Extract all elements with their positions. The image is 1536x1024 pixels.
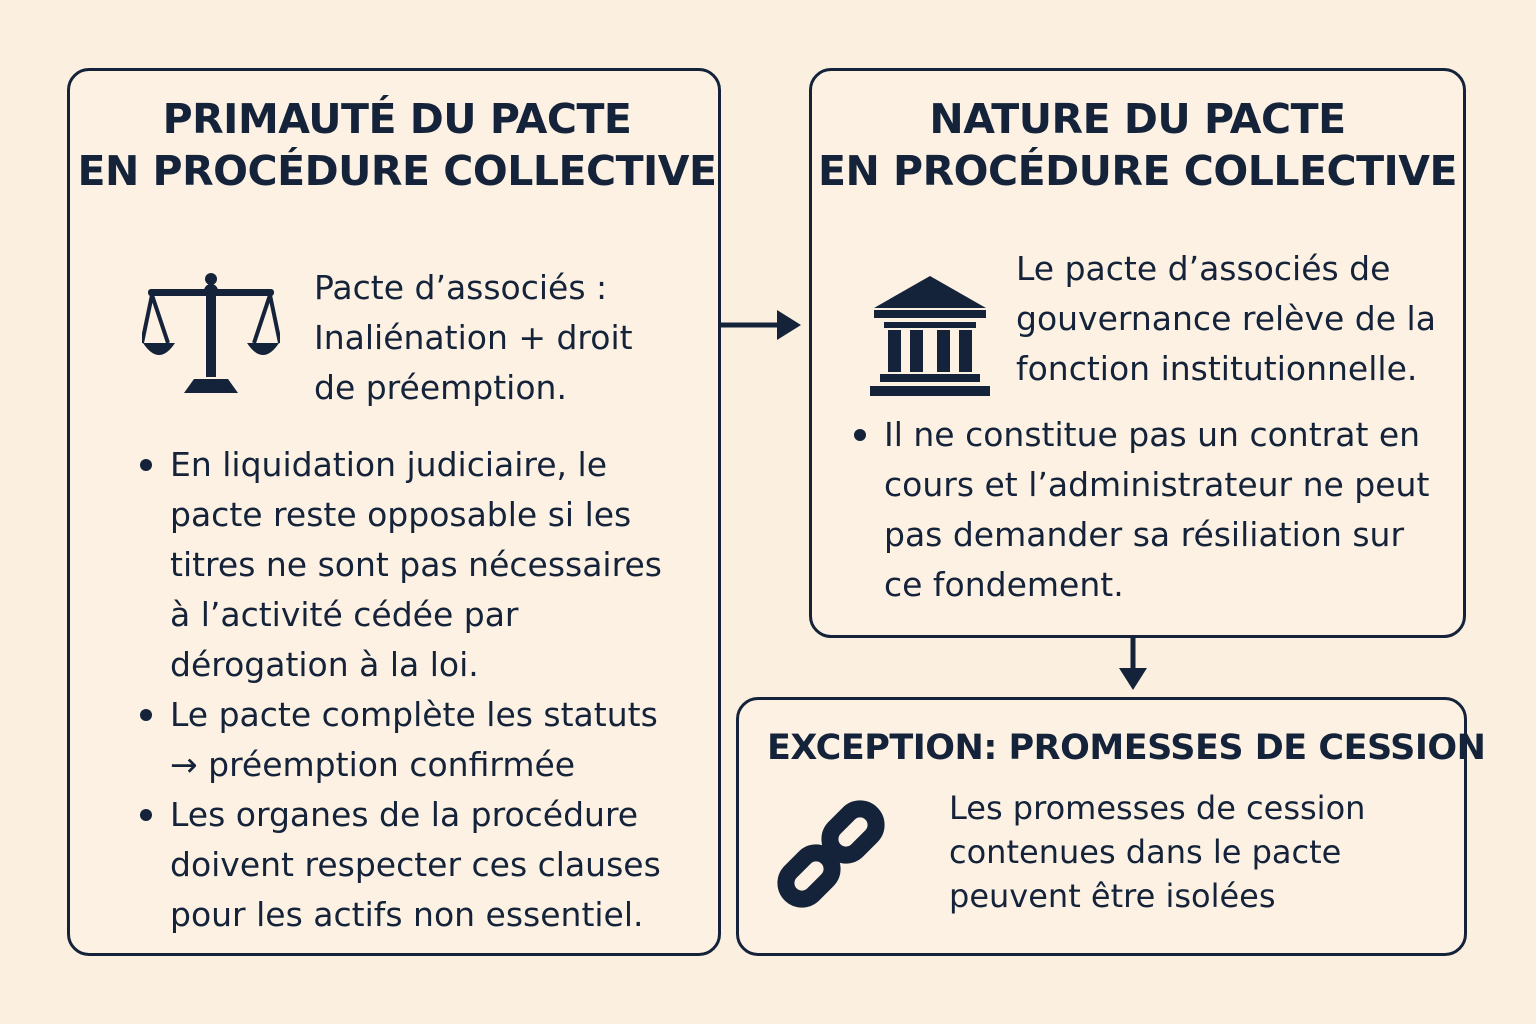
intro-line: Le pacte d’associés de (1016, 249, 1391, 288)
panel-nature-bullets (852, 410, 1429, 610)
intro-line: Pacte d’associés : (314, 268, 608, 307)
bullet-line: Les organes de la procédure (170, 795, 639, 834)
panel-exception-text (949, 786, 1365, 918)
bullet-line: cours et l’administrateur ne peut (884, 465, 1430, 504)
title-line: EN PROCÉDURE COLLECTIVE (77, 147, 717, 195)
panel-nature-title (812, 93, 1463, 197)
panel-exception (736, 697, 1486, 956)
exception-line: contenues dans le pacte (949, 833, 1342, 871)
panel-nature-intro (1016, 244, 1436, 394)
bullet-item (138, 440, 662, 690)
bullet-item (138, 790, 662, 940)
bullet-line: dérogation à la loi. (170, 645, 479, 684)
intro-line: Inaliénation + droit (314, 318, 633, 357)
bullet-line: → préemption confirmée (170, 745, 576, 784)
intro-line: gouvernance relève de la (1016, 299, 1436, 338)
bullet-line: pour les actifs non essentiel. (170, 895, 644, 934)
scales-of-justice-icon (142, 271, 280, 399)
panel-primaute-title (70, 93, 724, 197)
bullet-line: à l’activité cédée par (170, 595, 519, 634)
institution-building-icon (870, 276, 990, 398)
bullet-line: ce fondement. (884, 565, 1124, 604)
bullet-line: En liquidation judiciaire, le (170, 445, 607, 484)
exception-line: Les promesses de cession (949, 789, 1366, 827)
bullet-item (852, 410, 1429, 610)
bullet-line: doivent respecter ces clauses (170, 845, 661, 884)
bullet-line: Le pacte complète les statuts (170, 695, 658, 734)
intro-line: de préemption. (314, 368, 567, 407)
bullet-line: Il ne constitue pas un contrat en (884, 415, 1421, 454)
title-line: NATURE DU PACTE (929, 95, 1346, 143)
panel-primaute-bullets (138, 440, 662, 940)
title-line: PRIMAUTÉ DU PACTE (162, 95, 632, 143)
exception-line: peuvent être isolées (949, 877, 1276, 915)
bullet-line: pacte reste opposable si les (170, 495, 632, 534)
bullet-item (138, 690, 662, 790)
bullet-line: pas demander sa résiliation sur (884, 515, 1405, 554)
intro-line: fonction institutionnelle. (1016, 349, 1418, 388)
arrow-right-icon (721, 306, 803, 348)
panel-primaute-intro (314, 263, 633, 413)
chain-link-icon (769, 792, 893, 916)
panel-exception-title: EXCEPTION: PROMESSES DE CESSION (767, 728, 1486, 768)
arrow-down-icon (1116, 638, 1150, 696)
title-line: EN PROCÉDURE COLLECTIVE (817, 147, 1458, 195)
panel-nature (809, 68, 1466, 638)
panel-primaute (67, 68, 721, 956)
bullet-line: titres ne sont pas nécessaires (170, 545, 662, 584)
